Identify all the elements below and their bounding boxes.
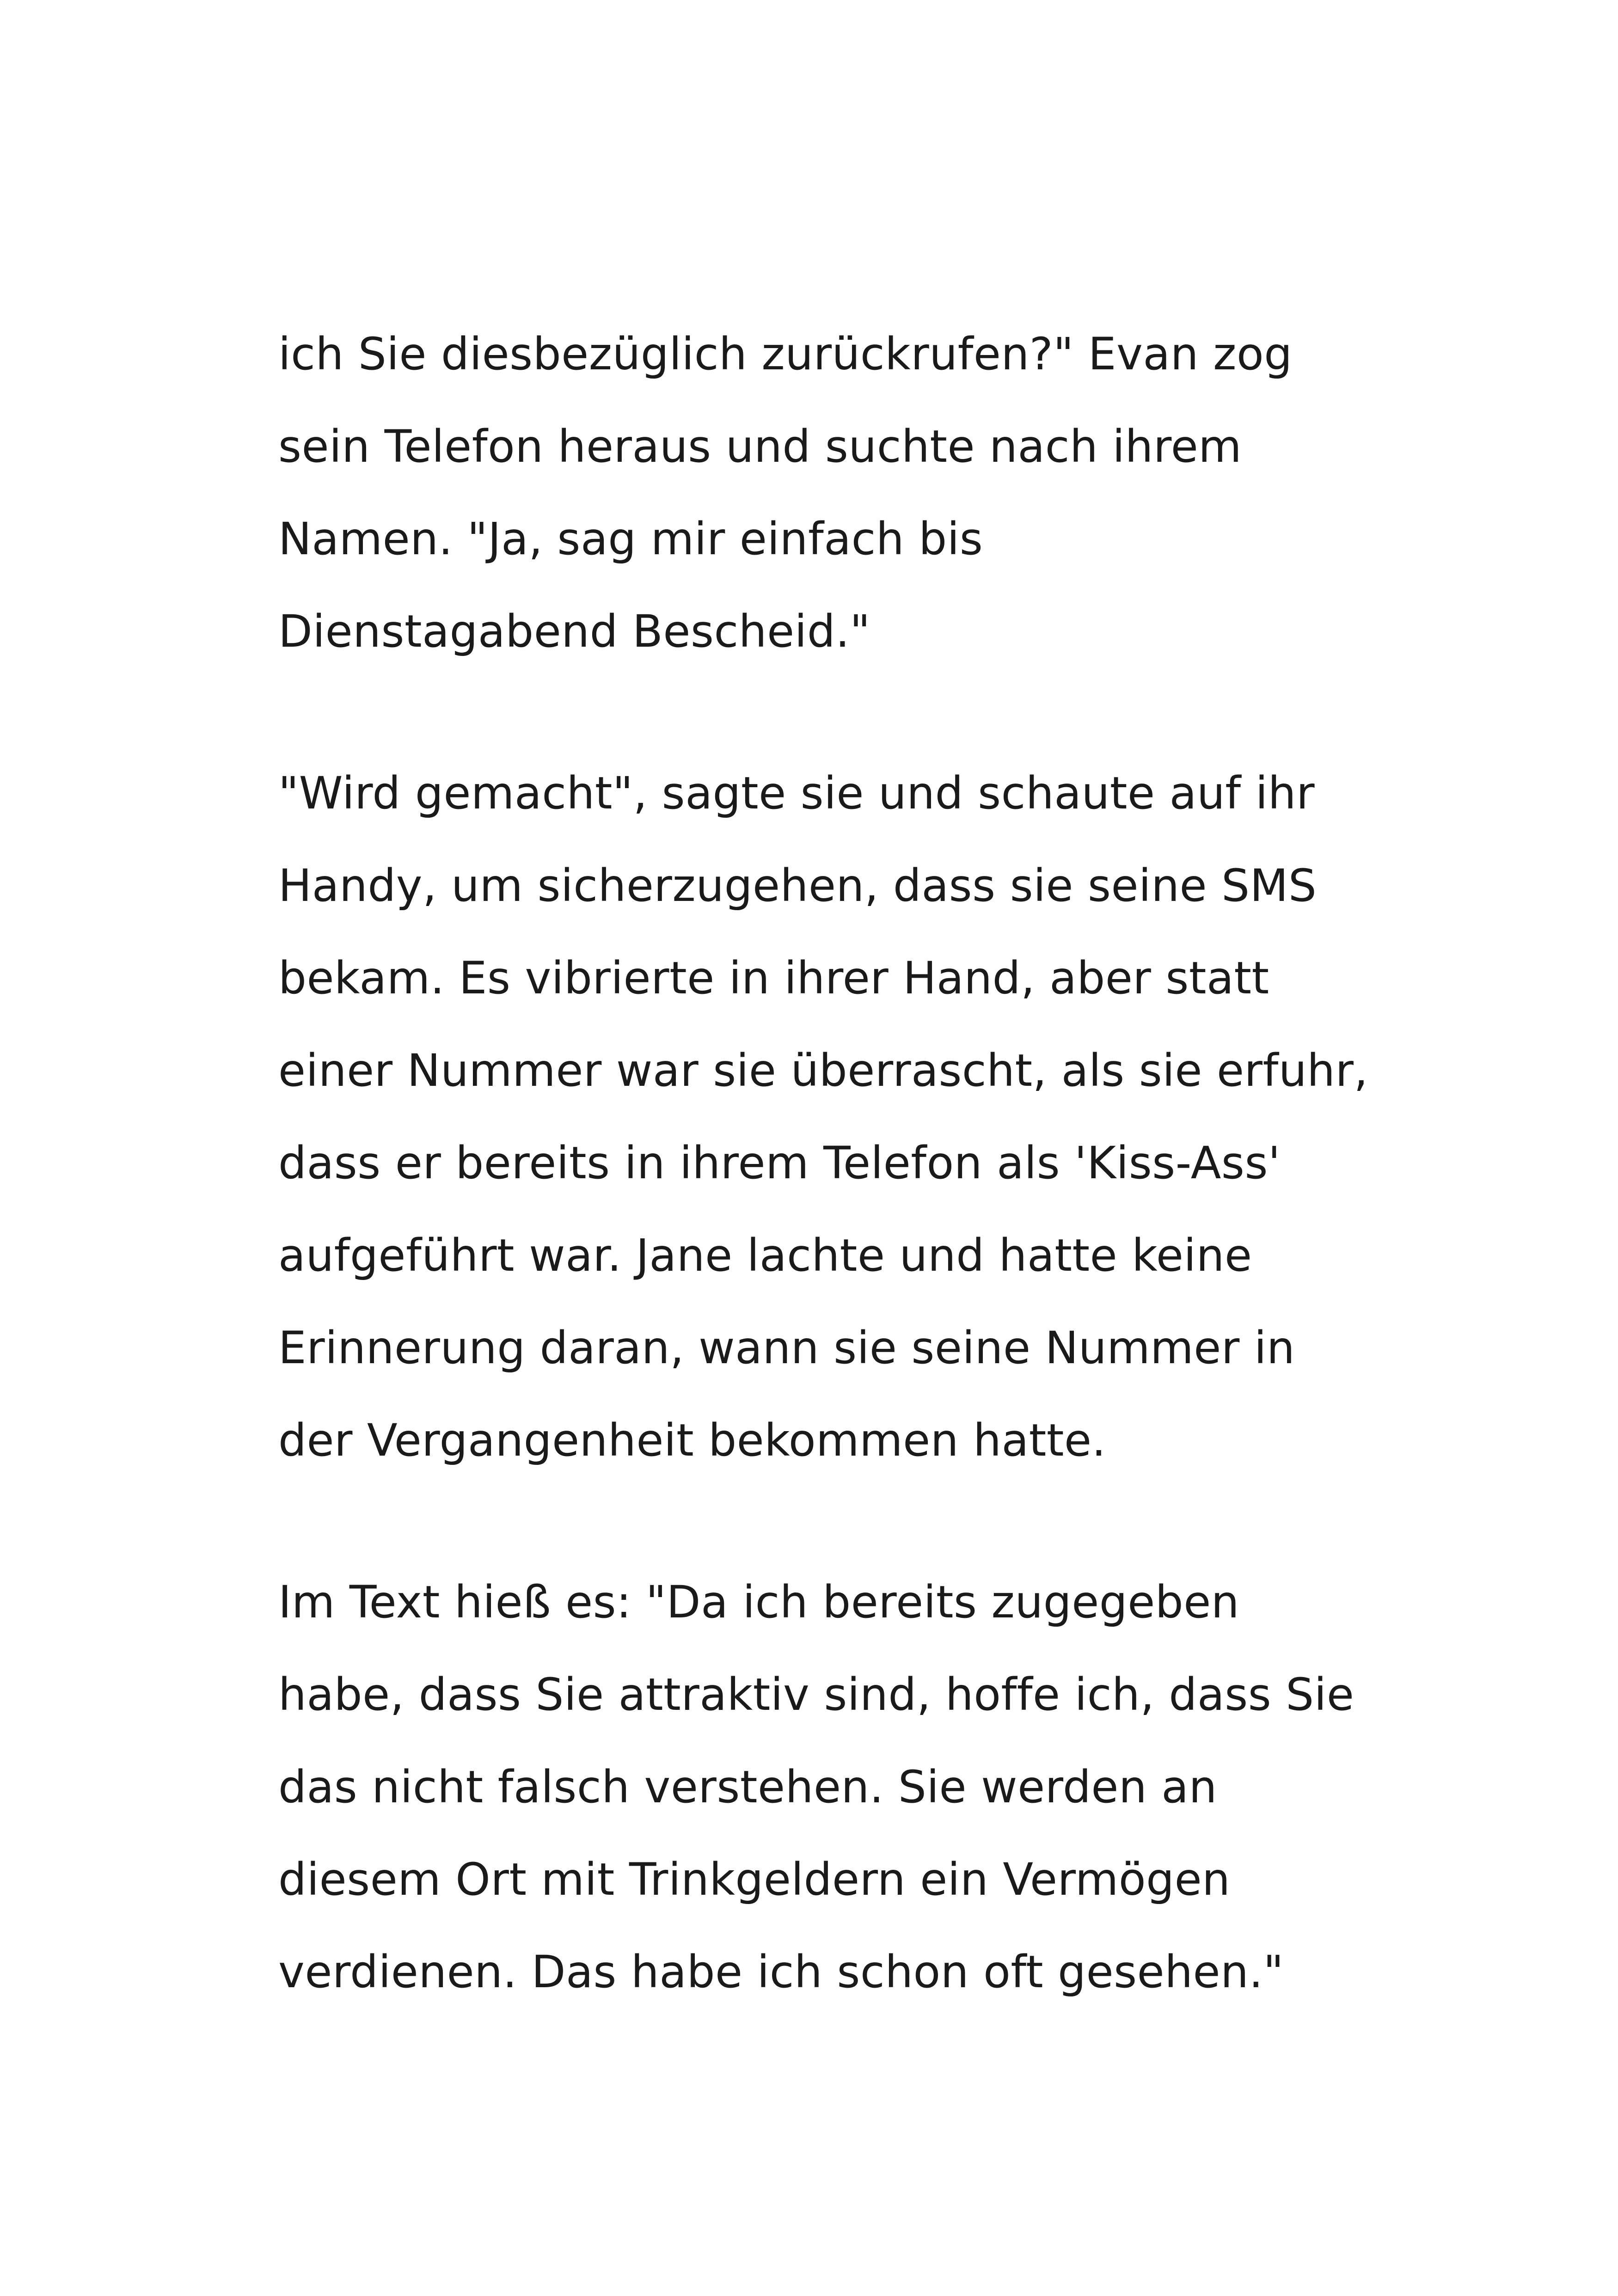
paragraph-3 (278, 1556, 1388, 2018)
text-line: sein Telefon heraus und suchte nach ihrem (278, 421, 1242, 472)
text-line: Im Text hieß es: "Da ich bereits zugegeben (278, 1576, 1240, 1628)
text-line: "Wird gemacht", sagte sie und schaute auf ihr (278, 767, 1315, 819)
text-line: das nicht falsch verstehen. Sie werden an (278, 1761, 1217, 1813)
text-line: ich Sie diesbezüglich zurückrufen?" Evan zog (278, 328, 1293, 380)
text-line: Erinnerung daran, wann sie seine Nummer in (278, 1322, 1295, 1374)
text-line: einer Nummer war sie überrascht, als sie erfuhr, (278, 1045, 1368, 1096)
text-line: bekam. Es vibrierte in ihrer Hand, aber statt (278, 952, 1269, 1004)
text-line: verdienen. Das habe ich schon oft gesehen." (278, 1946, 1284, 1998)
paragraph-2 (278, 747, 1388, 1487)
text-line: Namen. "Ja, sag mir einfach bis (278, 513, 983, 565)
text-line: der Vergangenheit bekommen hatte. (278, 1414, 1106, 1466)
text-line: diesem Ort mit Trinkgeldern ein Vermögen (278, 1854, 1231, 1905)
body-text (278, 308, 1388, 2018)
paragraph-1 (278, 308, 1388, 678)
text-line: dass er bereits in ihrem Telefon als 'Kiss-Ass' (278, 1137, 1281, 1189)
text-line: Dienstagabend Bescheid." (278, 606, 870, 657)
text-line: aufgeführt war. Jane lachte und hatte keine (278, 1230, 1252, 1281)
text-line: habe, dass Sie attraktiv sind, hoffe ich, dass Sie (278, 1669, 1354, 1720)
text-line: Handy, um sicherzugehen, dass sie seine SMS (278, 860, 1317, 912)
